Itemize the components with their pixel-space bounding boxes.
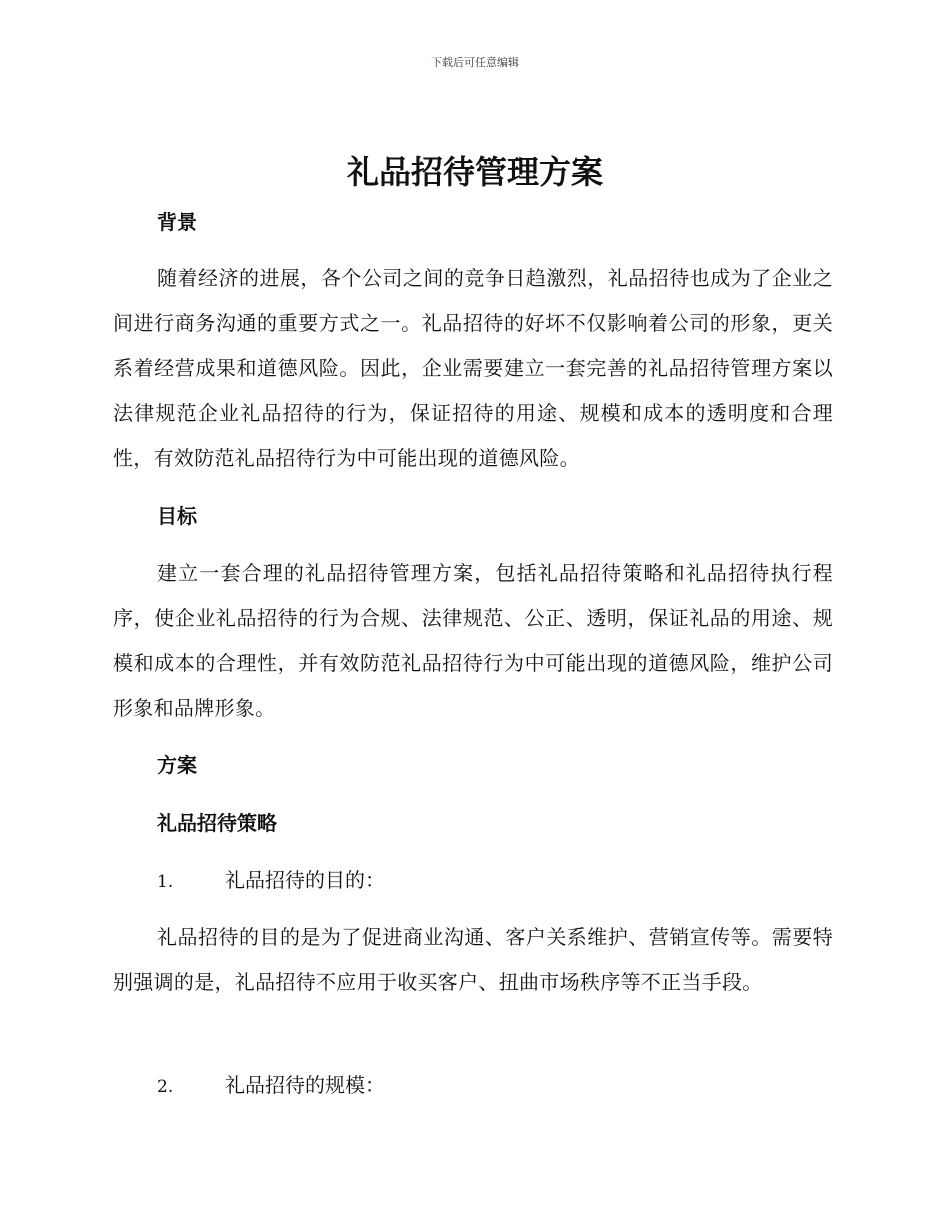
section-heading-plan: 方案 — [157, 753, 197, 777]
list-item-label: 礼品招待的目的： — [225, 868, 385, 892]
paragraph-goal: 建立一套合理的礼品招待管理方案，包括礼品招待策略和礼品招待执行程序，使企业礼品招待的行为合规、法律规范、公正、透明，保证礼品的用途、规模和成本的合理性，并有效防范礼品招待行为中可能出现的道德风险，维护公司形象和品牌形象。 — [113, 561, 833, 720]
paragraph-purpose: 礼品招待的目的是为了促进商业沟通、客户关系维护、营销宣传等。需要特别强调的是，礼品招待不应用于收买客户、扭曲市场秩序等不正当手段。 — [113, 925, 833, 994]
header-note: 下载后可任意编辑 — [431, 56, 519, 69]
list-item-scale — [157, 1071, 385, 1101]
list-number: 2. — [157, 1077, 174, 1097]
document-title: 礼品招待管理方案 — [346, 153, 603, 191]
list-item-purpose — [157, 866, 385, 896]
section-heading-background: 背景 — [157, 210, 197, 234]
section-heading-goal: 目标 — [157, 504, 197, 528]
list-item-label: 礼品招待的规模： — [225, 1073, 385, 1097]
subheading-strategy: 礼品招待策略 — [157, 811, 277, 835]
list-number: 1. — [157, 872, 174, 892]
paragraph-background: 随着经济的进展，各个公司之间的竞争日趋激烈，礼品招待也成为了企业之间进行商务沟通的重要方式之一。礼品招待的好坏不仅影响着公司的形象，更关系着经营成果和道德风险。因此，企业需要建立一套完善的礼品招待管理方案以法律规范企业礼品招待的行为，保证招待的用途、规模和成本的透明度和合理性，有效防范礼品招待行为中可能出现的道德风险。 — [113, 266, 833, 470]
